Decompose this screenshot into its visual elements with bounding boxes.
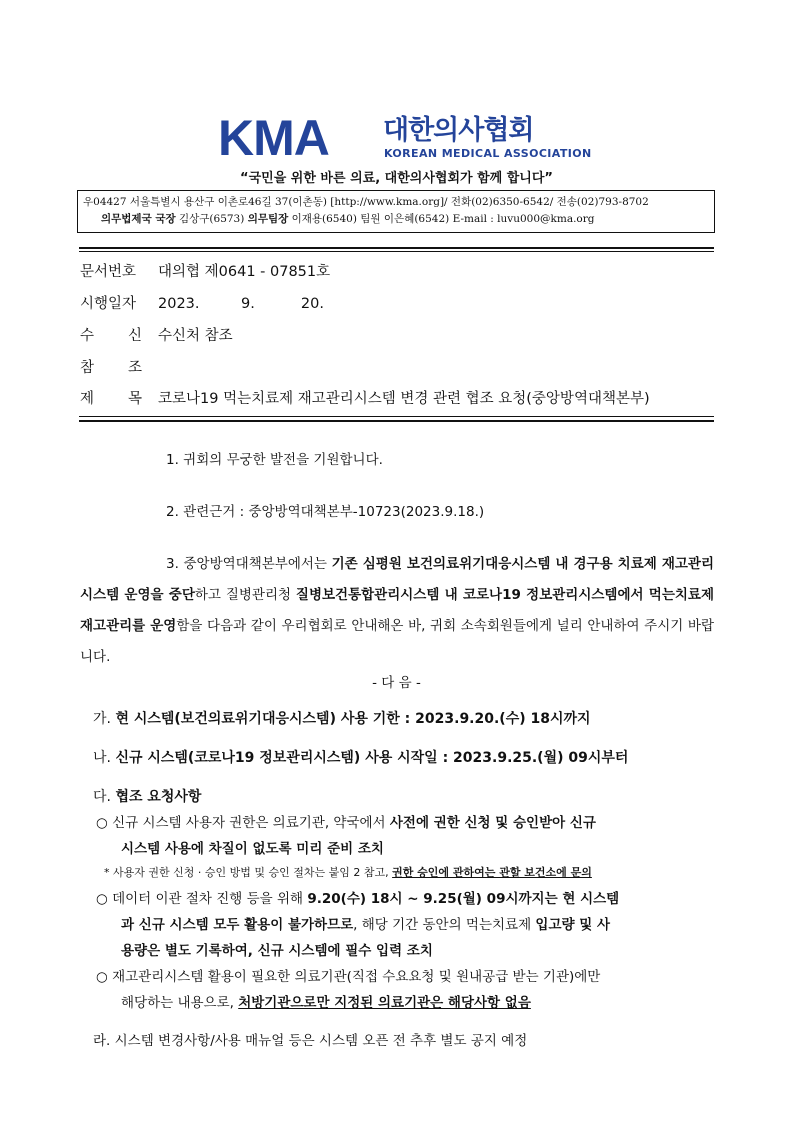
item-ga: 가. 현 시스템(보건의료위기대응시스템) 사용 기한 : 2023.9.20.(수) 18시까지 [93, 711, 591, 727]
staff-director: 김상구(6573) [175, 213, 248, 225]
divider [79, 420, 714, 422]
divider [79, 251, 714, 252]
date-value: 2023. 9. 20. [158, 296, 324, 312]
contact-line-address: 우04427 서울특별시 용산구 이촌로46길 37(이촌동) [http://www.kma.org]/ 전화(02)6350-6542/ 전송(02)793-8702 [83, 196, 649, 208]
kma-logo [218, 110, 329, 166]
kma-logo-text: KMA [218, 110, 329, 166]
request-2-cont: 과 신규 시스템 모두 활용이 불가하므로, 해당 기간 동안의 먹는치료제 입고량 및 사 [121, 917, 611, 933]
item-ra: 라. 시스템 변경사항/사용 매뉴얼 등은 시스템 오픈 전 추후 별도 공지 예정 [93, 1033, 528, 1049]
next-heading: - 다 음 - [372, 675, 421, 691]
subject-label: 제 목 [80, 391, 142, 407]
date-label: 시행일자 [80, 296, 137, 312]
meta-doc-number [80, 262, 330, 282]
staff-label-director: 의무법제국 국장 [101, 213, 176, 225]
item-na: 나. 신규 시스템(코로나19 정보관리시스템) 사용 시작일 : 2023.9.25.(월) 09시부터 [93, 750, 629, 766]
request-2-cont2: 용량은 별도 기록하여, 신규 시스템에 필수 입력 조치 [121, 943, 433, 959]
divider [79, 247, 714, 249]
contact-box [77, 190, 715, 233]
meta-subject [80, 389, 650, 409]
paragraph-2: 2. 관련근거 : 중앙방역대책본부-10723(2023.9.18.) [166, 504, 485, 520]
request-2: ○ 데이터 이관 절차 진행 등을 위해 9.20(수) 18시 ~ 9.25(월) 09시까지는 현 시스템 [96, 891, 620, 907]
recipient-value: 수신처 참조 [158, 328, 233, 344]
contact-line-staff [78, 211, 714, 228]
slogan: “국민을 위한 바른 의료, 대한의사협회가 함께 합니다” [240, 171, 553, 186]
meta-reference [80, 358, 158, 378]
request-1-note: * 사용자 권한 신청 · 승인 방법 및 승인 절차는 붙임 2 참고, 권한 승인에 관하여는 관할 보건소에 문의 [104, 866, 592, 879]
meta-date [80, 294, 324, 314]
recipient-label: 수 신 [80, 328, 142, 344]
org-name-english: KOREAN MEDICAL ASSOCIATION [384, 147, 592, 160]
request-3-cont: 해당하는 내용으로, 처방기관으로만 지정된 의료기관은 해당사항 없음 [121, 995, 531, 1011]
reference-label: 참 조 [80, 360, 142, 376]
doc-number-label: 문서번호 [80, 264, 137, 280]
request-1-cont: 시스템 사용에 차질이 없도록 미리 준비 조치 [121, 841, 384, 857]
org-name-korean: 대한의사협회 [383, 115, 534, 146]
paragraph-3: 3. 중앙방역대책본부에서는 기존 심평원 보건의료위기대응시스템 내 경구용 치료제 재고관리시스템 운영을 중단하고 질병관리청 질병보건통합관리시스템 내 코로나19 정보관리시스템에서 먹는치료제 재고관리를 운영함을 다음과 같이 우리협회로 안내해온 바, 귀회 소속회원들에게 널리 안내하여 주시기 바랍니다. [80, 556, 715, 665]
paragraph-1: 1. 귀회의 무궁한 발전을 기원합니다. [166, 452, 383, 468]
divider [79, 416, 714, 417]
staff-label-teamlead: 의무팀장 [247, 213, 289, 225]
doc-number: 대의협 제0641 - 07851호 [158, 264, 331, 280]
request-1: ○ 신규 시스템 사용자 권한은 의료기관, 약국에서 사전에 권한 신청 및 승인받아 신규 [96, 815, 596, 831]
meta-recipient [80, 326, 233, 346]
request-3: ○ 재고관리시스템 활용이 필요한 의료기관(직접 수요요청 및 원내공급 받는 기관)에만 [96, 969, 601, 985]
item-da: 다. 협조 요청사항 [93, 789, 202, 805]
staff-team: 이재용(6540) 팀원 이은혜(6542) E-mail : luvu000@kma.org [288, 213, 595, 225]
subject-value: 코로나19 먹는치료제 재고관리시스템 변경 관련 협조 요청(중앙방역대책본부) [158, 391, 650, 407]
